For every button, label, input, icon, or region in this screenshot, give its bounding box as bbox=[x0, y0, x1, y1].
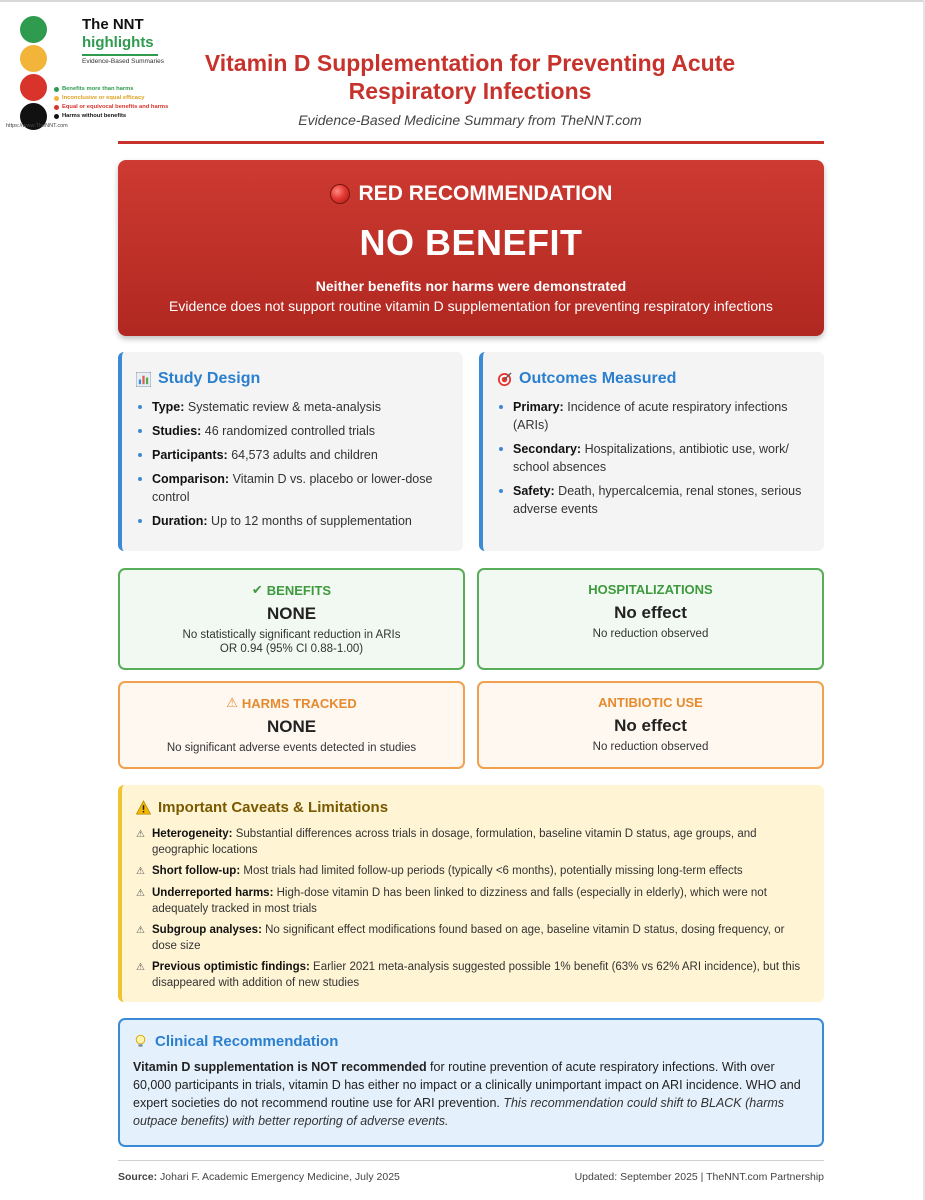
clinical-body bbox=[133, 1058, 809, 1130]
list-item bbox=[136, 512, 449, 530]
caveat-text bbox=[152, 959, 810, 991]
legend-item bbox=[54, 103, 168, 112]
legend-item bbox=[54, 94, 168, 103]
list-item bbox=[497, 398, 810, 434]
harms-value: NONE bbox=[266, 717, 317, 736]
brand-name: The NNT bbox=[82, 16, 144, 33]
item-value: Incidence of acute respiratory infections (ARIs) bbox=[513, 400, 788, 432]
warning-icon: ⚠ bbox=[136, 866, 145, 877]
warning-icon: ⚠ bbox=[136, 829, 145, 840]
caveats-title bbox=[136, 799, 810, 816]
banner-line-1: Neither benefits nor harms were demonstrated bbox=[315, 278, 627, 294]
item-label: Safety: bbox=[513, 484, 555, 498]
black-dot-icon bbox=[54, 114, 59, 119]
caveat-item bbox=[136, 863, 810, 880]
caveat-value: Substantial differences across trials in dosage, formulation, baseline vitamin D status, age groups, and geographic locations bbox=[152, 828, 757, 856]
page-title bbox=[170, 49, 770, 105]
footer-updated: Updated: September 2025 | TheNNT.com Partnership bbox=[574, 1171, 824, 1183]
item-label: Primary: bbox=[513, 400, 564, 414]
item-value: 46 randomized controlled trials bbox=[204, 424, 376, 438]
target-icon bbox=[497, 372, 512, 387]
item-label: Participants: bbox=[152, 448, 228, 462]
caveat-label: Heterogeneity: bbox=[152, 828, 233, 840]
list-item bbox=[136, 398, 449, 416]
study-design-card bbox=[118, 352, 463, 551]
item-label: Type: bbox=[152, 400, 185, 414]
benefits-detail-1: No statistically significant reduction in ARIs bbox=[182, 629, 401, 641]
red-circle-icon bbox=[330, 184, 350, 204]
warning-icon: ⚠ bbox=[226, 695, 238, 710]
source-text: Johari F. Academic Emergency Medicine, July 2025 bbox=[157, 1171, 400, 1183]
brand-tagline: Evidence-Based Summaries bbox=[82, 58, 165, 65]
caveat-item bbox=[136, 959, 810, 991]
item-label: Secondary: bbox=[513, 442, 582, 456]
item-value: Death, hypercalcemia, renal stones, serious adverse events bbox=[513, 484, 802, 516]
legend-label: Inconclusive or equal efficacy bbox=[62, 95, 145, 101]
red-dot-icon bbox=[54, 105, 59, 110]
item-label: Studies: bbox=[152, 424, 202, 438]
caveat-label: Subgroup analyses: bbox=[152, 924, 262, 936]
caveat-value: No significant effect modifications found based on age, baseline vitamin D status, dosing frequency, or dose size bbox=[152, 924, 785, 952]
benefits-detail-2: OR 0.94 (95% CI 0.88-1.00) bbox=[219, 643, 364, 655]
list-item bbox=[497, 482, 810, 518]
caveat-label: Underreported harms: bbox=[152, 887, 274, 899]
caveat-value: Earlier 2021 meta-analysis suggested possible 1% benefit (63% vs 62% ARI incidence), but this disappeared with addition of new studies bbox=[152, 961, 801, 989]
item-value: Systematic review & meta-analysis bbox=[187, 400, 382, 414]
item-value: Up to 12 months of supplementation bbox=[211, 514, 412, 528]
benefits-title-text: BENEFITS bbox=[266, 582, 332, 598]
brand-highlights: highlights bbox=[82, 34, 154, 51]
harms-title bbox=[120, 695, 463, 711]
legend-label: Benefits more than harms bbox=[62, 86, 134, 92]
list-item bbox=[136, 446, 449, 464]
banner-label bbox=[118, 182, 824, 206]
hospitalizations-detail: No reduction observed bbox=[592, 628, 709, 640]
clinical-bold: Vitamin D supplementation is NOT recommended bbox=[133, 1060, 427, 1074]
logo-url: https://www.TheNNT.com bbox=[6, 123, 68, 129]
yellow-light-icon bbox=[20, 45, 47, 72]
recommendation-banner bbox=[118, 160, 824, 336]
harms-tile bbox=[118, 681, 465, 769]
antibiotic-detail: No reduction observed bbox=[592, 741, 709, 753]
list-item bbox=[136, 470, 449, 506]
clinical-title-text: Clinical Recommendation bbox=[155, 1033, 339, 1050]
warning-icon: ⚠ bbox=[136, 925, 145, 936]
caveat-item bbox=[136, 885, 810, 917]
outcomes-card bbox=[479, 352, 824, 551]
outcomes-list bbox=[497, 398, 810, 518]
logo-legend bbox=[54, 85, 168, 121]
caveats-title-text: Important Caveats & Limitations bbox=[158, 799, 389, 816]
item-value: 64,573 adults and children bbox=[231, 448, 378, 462]
warning-icon: ⚠ bbox=[136, 888, 145, 899]
item-value: Hospitalizations, antibiotic use, work/ school absences bbox=[513, 442, 789, 474]
caveat-item bbox=[136, 826, 810, 858]
caveat-text bbox=[152, 922, 810, 954]
benefits-tile bbox=[118, 568, 465, 670]
list-item bbox=[497, 440, 810, 476]
hospitalizations-tile bbox=[477, 568, 824, 670]
lightbulb-icon bbox=[133, 1034, 148, 1049]
study-design-title-text: Study Design bbox=[158, 370, 261, 387]
warning-icon bbox=[136, 800, 151, 815]
benefits-detail bbox=[120, 628, 463, 656]
clinical-title bbox=[133, 1033, 809, 1050]
green-dot-icon bbox=[54, 87, 59, 92]
footer-divider bbox=[118, 1160, 824, 1161]
item-label: Duration: bbox=[152, 514, 208, 528]
caveat-item bbox=[136, 922, 810, 954]
antibiotic-value: No effect bbox=[614, 716, 687, 735]
caveat-text bbox=[152, 826, 810, 858]
list-item bbox=[136, 422, 449, 440]
traffic-lights bbox=[20, 16, 50, 132]
banner-label-text: RED RECOMMENDATION bbox=[358, 182, 613, 205]
hospitalizations-value: No effect bbox=[614, 603, 687, 622]
header-divider bbox=[118, 141, 824, 144]
clinical-text: for routine prevention of acute respiratory infections. With over 60,000 participants in trials, vitamin D has either no impact or a clinically unimportant impact on ARI incidence. WHO and expert societies do not recommend routine use for ARI prevention. bbox=[133, 1060, 801, 1110]
clinical-italic: This recommendation could shift to BLACK (harms outpace benefits) with better reporting of adverse events. bbox=[133, 1096, 785, 1128]
benefits-title bbox=[120, 582, 463, 598]
antibiotic-tile bbox=[477, 681, 824, 769]
yellow-dot-icon bbox=[54, 96, 59, 101]
red-light-icon bbox=[20, 74, 47, 101]
antibiotic-title: ANTIBIOTIC USE bbox=[598, 695, 703, 710]
brand-rule bbox=[82, 54, 158, 56]
hospitalizations-title: HOSPITALIZATIONS bbox=[588, 582, 713, 597]
caveat-label: Short follow-up: bbox=[152, 865, 241, 877]
top-border bbox=[0, 0, 925, 2]
outcomes-title bbox=[497, 370, 810, 388]
legend-item bbox=[54, 85, 168, 94]
caveat-text bbox=[152, 885, 810, 917]
brand-text bbox=[82, 16, 164, 65]
legend-item bbox=[54, 112, 168, 121]
banner-verdict: NO BENEFIT bbox=[359, 222, 583, 263]
title-line-1: Vitamin D Supplementation for Preventing Acute bbox=[204, 50, 736, 76]
title-line-2: Respiratory Infections bbox=[348, 78, 592, 104]
outcomes-title-text: Outcomes Measured bbox=[519, 370, 677, 387]
bar-chart-icon bbox=[136, 372, 151, 387]
item-value: Vitamin D vs. placebo or lower-dose control bbox=[152, 472, 433, 504]
benefits-value: NONE bbox=[266, 604, 317, 623]
legend-label: Harms without benefits bbox=[62, 113, 127, 119]
caveat-label: Previous optimistic findings: bbox=[152, 961, 310, 973]
caveat-text bbox=[152, 863, 743, 880]
caveat-value: Most trials had limited follow-up periods (typically <6 months), potentially missing long-term effects bbox=[243, 865, 743, 877]
harms-title-text: HARMS TRACKED bbox=[241, 695, 357, 711]
page-subtitle: Evidence-Based Medicine Summary from TheNNT.com bbox=[298, 112, 642, 128]
legend-label: Equal or equivocal benefits and harms bbox=[62, 104, 169, 110]
warning-icon: ⚠ bbox=[136, 962, 145, 973]
green-light-icon bbox=[20, 16, 47, 43]
nnt-logo bbox=[6, 10, 176, 132]
item-label: Comparison: bbox=[152, 472, 230, 486]
caveat-value: High-dose vitamin D has been linked to dizziness and falls (especially in elderly), which were not adequately tracked in most trials bbox=[152, 887, 767, 915]
footer-source bbox=[118, 1171, 400, 1183]
study-design-list bbox=[136, 398, 449, 530]
check-icon: ✔ bbox=[251, 582, 263, 597]
source-label: Source: bbox=[118, 1171, 158, 1183]
caveats-panel bbox=[118, 785, 824, 1002]
banner-line-2: Evidence does not support routine vitamin D supplementation for preventing respiratory infections bbox=[169, 298, 773, 314]
study-design-title bbox=[136, 370, 449, 388]
clinical-recommendation-panel bbox=[118, 1018, 824, 1147]
harms-detail: No significant adverse events detected in studies bbox=[166, 742, 417, 754]
